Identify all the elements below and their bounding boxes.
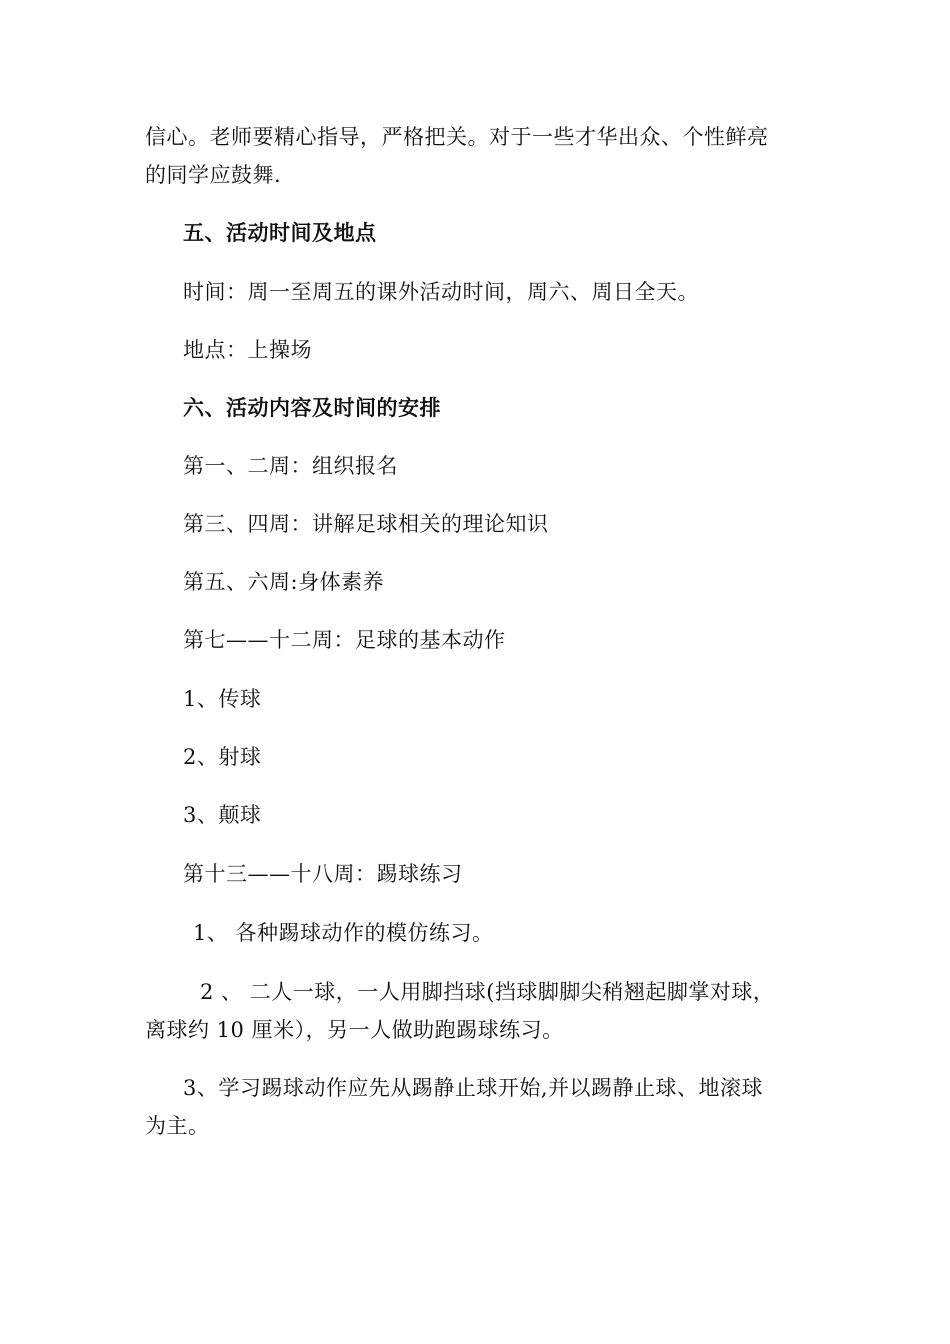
intro-paragraph-line-1: 信心。老师要精心指导，严格把关。对于一些才华出众、个性鲜亮 — [145, 125, 769, 149]
basic-move-item: 1、传球 — [183, 687, 262, 711]
section-heading-6: 六、活动内容及时间的安排 — [183, 395, 441, 420]
schedule-item: 第五、六周:身体素养 — [183, 570, 385, 594]
section-heading-5: 五、活动时间及地点 — [183, 220, 377, 245]
activity-time: 时间：周一至周五的课外活动时间，周六、周日全天。 — [183, 280, 699, 304]
schedule-item: 第一、二周：组织报名 — [183, 454, 398, 478]
practice-item-2-line-2: 离球约 10 厘米），另一人做助跑踢球练习。 — [145, 1018, 564, 1042]
practice-item-1: 1、 各种踢球动作的模仿练习。 — [193, 921, 494, 945]
practice-item-2-line-1: 2 、 二人一球，一人用脚挡球(挡球脚脚尖稍翘起脚掌对球， — [200, 980, 775, 1004]
basic-move-item: 2、射球 — [183, 745, 262, 769]
intro-paragraph-line-2: 的同学应鼓舞. — [145, 163, 282, 187]
activity-place: 地点：上操场 — [183, 338, 312, 362]
schedule-item: 第七——十二周：足球的基本动作 — [183, 628, 506, 652]
practice-item-3-line-2: 为主。 — [145, 1114, 210, 1138]
practice-item-3-line-1: 3、学习踢球动作应先从踢静止球开始,并以踢静止球、地滚球 — [183, 1076, 764, 1100]
practice-heading: 第十三——十八周：踢球练习 — [183, 862, 463, 886]
basic-move-item: 3、颠球 — [183, 803, 262, 827]
schedule-item: 第三、四周：讲解足球相关的理论知识 — [183, 512, 549, 536]
